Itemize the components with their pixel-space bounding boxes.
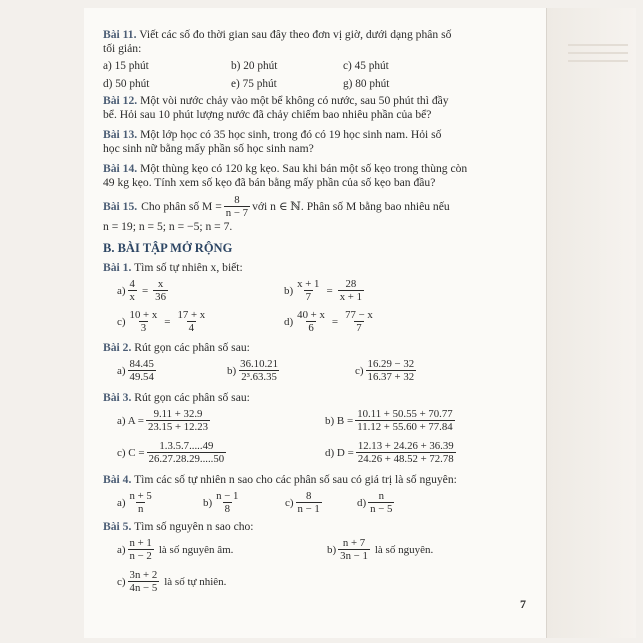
exercise-text: Tìm số nguyên n sao cho:: [134, 520, 254, 533]
expression-text: là số tự nhiên.: [164, 575, 227, 588]
denominator: n − 2: [129, 550, 152, 562]
exercise-text: với n ∈ ℕ. Phân số M bằng bao nhiêu nếu: [252, 200, 450, 213]
option: a) 15 phút: [103, 60, 149, 72]
denominator: 2³.63.35: [241, 371, 277, 383]
expression: [117, 358, 158, 383]
exercise-text-cont: học sinh nữ bằng mấy phần số học sinh nam?: [103, 142, 314, 155]
option: c) 45 phút: [343, 60, 389, 72]
expression: [357, 490, 396, 515]
exercise-label: Bài 14.: [103, 162, 138, 175]
option-tag: a): [117, 284, 126, 297]
fraction: [147, 440, 227, 465]
fraction: [128, 309, 160, 334]
fraction: [224, 194, 250, 219]
fraction: [338, 537, 370, 562]
option-tag: a): [117, 496, 126, 509]
denominator: 7: [305, 291, 312, 303]
exercise-14: [103, 162, 467, 176]
exercise-text-cont: n = 19; n = 5; n = −5; n = 7.: [103, 220, 233, 233]
numerator: n: [378, 490, 385, 502]
denominator: 3: [140, 322, 147, 334]
denominator: 7: [356, 322, 362, 334]
option-tag: b) B =: [325, 414, 354, 427]
numerator: 10 + x: [129, 309, 158, 321]
expression: [355, 358, 418, 383]
expression: [117, 408, 212, 433]
fraction: [355, 408, 454, 433]
exercise-text-cont: bể. Hỏi sau 10 phút lượng nước đã chảy chiếm bao nhiêu phần của bể?: [103, 108, 432, 121]
denominator: x: [129, 291, 135, 303]
equation: [117, 309, 209, 334]
fraction: [128, 569, 160, 594]
exercise-15: [103, 190, 450, 222]
exercise-label: Bài 2.: [103, 341, 132, 354]
fraction: [153, 278, 168, 303]
exercise-text: Cho phân số M =: [141, 199, 222, 213]
numerator: 28: [345, 278, 357, 290]
denominator: x + 1: [339, 291, 362, 303]
denominator: 24.26 + 48.52 + 72.78: [357, 453, 454, 465]
option-tag: d): [357, 496, 367, 509]
edge-lines: [568, 38, 628, 68]
expression: [325, 408, 457, 433]
expression: [117, 537, 233, 562]
expression-text: là số nguyên âm.: [158, 543, 234, 556]
numerator: 84.45: [129, 358, 154, 370]
denominator: 8: [224, 503, 231, 515]
numerator: 8: [234, 193, 240, 206]
option-tag: a): [117, 543, 126, 556]
option-tag: c): [285, 496, 294, 509]
option-tag: d): [284, 315, 294, 328]
exercise-label: Bài 5.: [103, 520, 132, 533]
option-tag: b): [284, 284, 294, 297]
option-tag: c): [117, 575, 126, 588]
expression: [285, 490, 324, 515]
exercise-b5: [103, 520, 254, 534]
option-tag: c): [117, 315, 126, 328]
denominator: 6: [308, 322, 314, 334]
exercise-b1: [103, 261, 243, 275]
denominator: 26.27.28.29.....50: [148, 453, 225, 465]
exercise-label: Bài 4.: [103, 473, 132, 486]
numerator: 1.3.5.7.....49: [159, 440, 214, 452]
exercise-label: Bài 12.: [103, 94, 138, 107]
numerator: x + 1: [297, 278, 320, 290]
denominator: 3n − 1: [340, 550, 368, 562]
expression: [203, 490, 242, 515]
exercise-b3: [103, 391, 250, 405]
denominator: 36: [155, 291, 166, 303]
option: d) 50 phút: [103, 78, 150, 90]
expression: [117, 440, 228, 465]
denominator: n: [137, 503, 144, 515]
option-tag: d) D =: [325, 446, 354, 459]
numerator: 9.11 + 32.9: [153, 408, 203, 420]
exercise-text: Rút gọn các phân số sau:: [134, 341, 250, 354]
expression: [117, 490, 156, 515]
denominator: 4n − 5: [129, 582, 158, 594]
page-number: 7: [520, 597, 526, 611]
fraction: [295, 278, 321, 303]
exercise-text: Một thùng kẹo có 120 kg kẹo. Sau khi bán một số kẹo trong thùng còn: [140, 162, 468, 175]
fraction: [366, 358, 417, 383]
fraction: [214, 490, 240, 515]
expression: [227, 358, 282, 383]
section-title: B. BÀI TẬP MỞ RỘNG: [103, 241, 233, 255]
numerator: 4: [129, 278, 135, 290]
numerator: 77 − x: [345, 309, 373, 321]
numerator: x: [157, 278, 164, 290]
fraction: [368, 490, 394, 515]
fraction: [128, 490, 154, 515]
exercise-text: Tìm các số tự nhiên n sao cho các phân số sau có giá trị là số nguyên:: [134, 473, 457, 486]
fraction: [128, 358, 156, 383]
denominator: 49.54: [129, 371, 154, 383]
equation: [117, 278, 170, 303]
exercise-b4: [103, 473, 457, 487]
fraction: [238, 358, 280, 383]
numerator: n + 7: [342, 537, 366, 549]
exercise-text: Một lớp học có 35 học sinh, trong đó có 19 học sinh nam. Hỏi số: [140, 128, 442, 141]
denominator: 23.15 + 12.23: [147, 421, 209, 433]
exercise-label: Bài 11.: [103, 28, 137, 41]
exercise-text-cont: 49 kg kẹo. Tính xem số kẹo đã bán bằng mấy phần của số kẹo ban đầu?: [103, 176, 436, 189]
option: b) 20 phút: [231, 60, 278, 72]
exercise-b2: [103, 341, 250, 355]
denominator: n − 5: [370, 503, 393, 515]
numerator: 40 + x: [297, 309, 325, 321]
denominator: 4: [188, 322, 194, 334]
adjacent-page-edge: [546, 8, 636, 638]
fraction: [128, 278, 137, 303]
expression: [117, 569, 226, 594]
exercise-label: Bài 3.: [103, 391, 132, 404]
denominator: n − 7: [225, 206, 249, 219]
equals-sign: =: [326, 284, 333, 297]
equals-sign: =: [141, 284, 149, 297]
exercise-text: Rút gọn các phân số sau:: [134, 391, 250, 404]
exercise-label: Bài 13.: [103, 128, 138, 141]
exercise-text: Tìm số tự nhiên x, biết:: [134, 261, 243, 274]
fraction: [356, 440, 456, 465]
equals-sign: =: [164, 315, 171, 328]
option-tag: a) A =: [117, 414, 144, 427]
exercise-label: Bài 1.: [103, 261, 132, 274]
expression: [327, 537, 433, 562]
exercise-11: [103, 28, 451, 42]
equals-sign: =: [331, 315, 339, 328]
exercise-text: Viết các số đo thời gian sau đây theo đơn vị giờ, dưới dạng phân số: [139, 28, 452, 41]
fraction: [175, 309, 207, 334]
numerator: 16.29 − 32: [367, 358, 415, 370]
expression-text: là số nguyên.: [374, 543, 434, 556]
option-tag: a): [117, 364, 126, 377]
numerator: 10.11 + 50.55 + 70.77: [357, 408, 453, 420]
exercise-text-cont: tối giản:: [103, 42, 142, 55]
numerator: n + 5: [129, 490, 152, 502]
option: g) 80 phút: [343, 78, 390, 90]
option-tag: b): [227, 364, 237, 377]
option-tag: b): [327, 543, 337, 556]
fraction: [338, 278, 364, 303]
expression: [325, 440, 458, 465]
exercise-label: Bài 15.: [103, 199, 138, 213]
numerator: n − 1: [216, 490, 239, 502]
fraction: [128, 537, 154, 562]
numerator: 12.13 + 24.26 + 36.39: [357, 440, 454, 452]
numerator: 3n + 2: [129, 569, 158, 581]
fraction: [343, 309, 375, 334]
equation: [284, 309, 377, 334]
numerator: n + 1: [129, 537, 152, 549]
denominator: n − 1: [297, 503, 320, 515]
option-tag: c): [355, 364, 364, 377]
fraction: [295, 309, 327, 334]
option-tag: c) C =: [117, 446, 145, 459]
denominator: 11.12 + 55.60 + 77.84: [357, 421, 453, 433]
fraction: [146, 408, 210, 433]
exercise-13: [103, 128, 441, 142]
option: e) 75 phút: [231, 78, 277, 90]
exercise-12: [103, 94, 449, 108]
exercise-text: Một vòi nước chảy vào một bể không có nước, sau 50 phút thì đầy: [140, 94, 449, 107]
numerator: 17 + x: [177, 309, 206, 321]
numerator: 8: [305, 490, 312, 502]
option-tag: b): [203, 496, 213, 509]
numerator: 36.10.21: [240, 358, 278, 370]
denominator: 16.37 + 32: [367, 371, 415, 383]
book-page: [84, 8, 546, 638]
fraction: [296, 490, 322, 515]
equation: [284, 278, 366, 303]
